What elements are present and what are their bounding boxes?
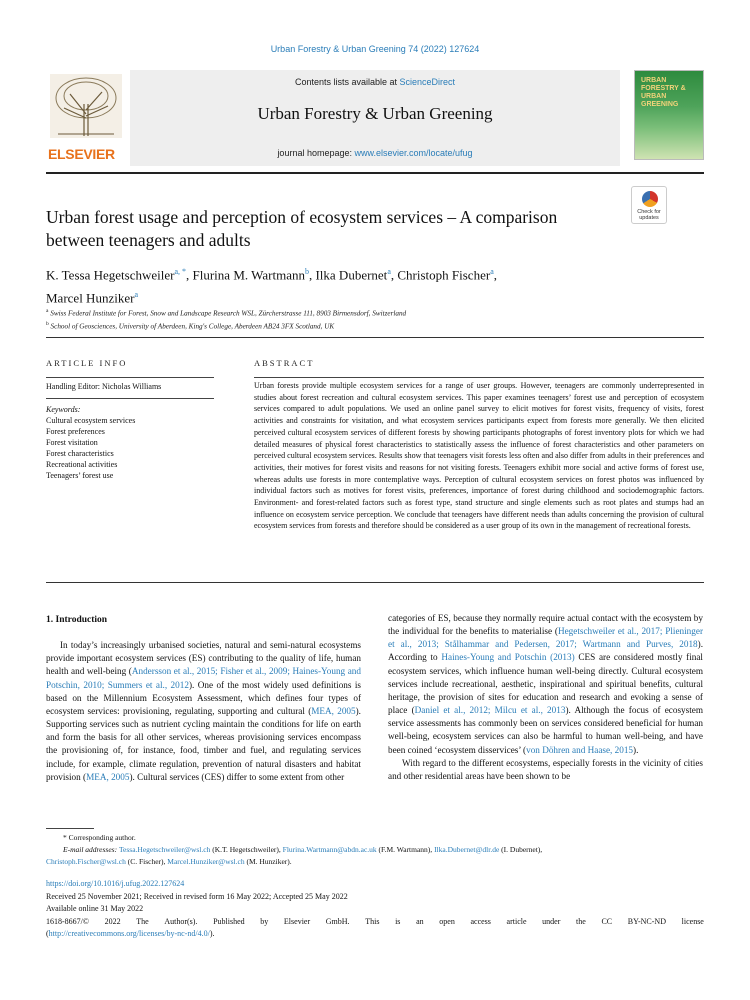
license-word: 1618-8667/© [46, 916, 89, 926]
author-affil-sup[interactable]: a, * [174, 267, 187, 276]
check-for-updates-label: Check for updates [637, 209, 661, 221]
email-link[interactable]: Christoph.Fischer@wsl.ch [46, 857, 126, 866]
author-affil-sup[interactable]: a [134, 290, 138, 300]
received-dates: Received 25 November 2021; Received in revised form 16 May 2022; Accepted 25 May 2022 [46, 891, 348, 901]
license-word: BY-NC-ND [627, 916, 666, 926]
email-addresses-continued: Christoph.Fischer@wsl.ch (C. Fischer), Marcel.Hunziker@wsl.ch (M. Hunziker). [46, 857, 292, 866]
citation-link[interactable]: Hegetschweiler et al., 2017; Plieninger et al., 2013; Stålhammar and Pedersen, 2017; Wartmann and Purves, 2018 [388, 626, 704, 650]
author-name[interactable]: Ilka Dubernet [315, 267, 388, 283]
keyword[interactable]: Teenagers’ forest use [46, 471, 114, 480]
keyword[interactable]: Forest preferences [46, 427, 105, 436]
info-divider [46, 398, 214, 399]
elsevier-wordmark: ELSEVIER [48, 146, 115, 162]
article-info-heading: ARTICLE INFO [46, 358, 128, 368]
license-word: an [416, 916, 424, 926]
author-list [46, 262, 656, 309]
citation-link[interactable]: von Döhren and Haase, 2015 [526, 744, 634, 755]
keyword[interactable]: Forest characteristics [46, 449, 114, 458]
contents-prefix: Contents lists available at [294, 77, 400, 87]
footnote [46, 832, 704, 868]
affiliation-a: $^a$ Swiss Federal Institute for Forest, Snow and Landscape Research WSL, Zürcherstrasse 111, 8903 Birmensdorf, Switzerland [46, 308, 407, 318]
homepage-line [130, 148, 620, 158]
check-for-updates-button[interactable] [631, 186, 667, 224]
license-word: GmbH. [325, 916, 350, 926]
author-name[interactable]: K. Tessa Hegetschweiler [46, 267, 175, 283]
publication-info [46, 878, 704, 941]
masthead-divider [46, 172, 704, 174]
license-word: the [576, 916, 586, 926]
author-affil-sup[interactable]: a [490, 267, 494, 276]
license-word: Elsevier [283, 916, 311, 926]
affiliation-b: $^b$ School of Geosciences, University of Aberdeen, King's College, Aberdeen AB24 3FX Scotland, UK [46, 321, 335, 331]
author-name[interactable]: Flurina M. Wartmann [192, 267, 305, 283]
email-addresses: E-mail addresses: Tessa.Hegetschweiler@wsl.ch (K.T. Hegetschweiler), Flurina.Wartmann@abdn.ac.uk (F.M. Wartmann), Ilka.Dubernet@dlr.de (I. Dubernet), [63, 845, 543, 854]
journal-cover-thumbnail[interactable] [634, 70, 704, 160]
email-link[interactable]: Flurina.Wartmann@abdn.ac.uk [282, 845, 377, 854]
email-link[interactable]: Ilka.Dubernet@dlr.de [434, 845, 500, 854]
author-sep: , [493, 267, 497, 283]
license-word: access [470, 916, 491, 926]
affiliations [46, 306, 686, 333]
citation-link[interactable]: MEA, 2005 [311, 705, 356, 716]
handling-editor: Handling Editor: Nicholas Williams [46, 382, 162, 391]
sciencedirect-link[interactable]: ScienceDirect [399, 77, 456, 87]
license-word: article [506, 916, 527, 926]
doi-link[interactable]: https://doi.org/10.1016/j.ufug.2022.127624 [46, 879, 185, 888]
abstract-heading: ABSTRACT [254, 358, 315, 368]
license-word: by [260, 916, 269, 926]
author-name[interactable]: Christoph Fischer [397, 267, 491, 283]
citation-link[interactable]: Haines-Young and Potschin (2013) [441, 652, 575, 663]
homepage-prefix: journal homepage: [277, 148, 355, 158]
license-word: Published [213, 916, 245, 926]
license-word: 2022 [104, 916, 121, 926]
paper-title: Urban forest usage and perception of ecosystem services – A comparison between teenagers and adults [46, 207, 558, 250]
license-word: open [439, 916, 455, 926]
abstract-bottom-divider [46, 582, 704, 583]
license-word: license [681, 916, 704, 926]
footnote-rule [46, 828, 94, 829]
elsevier-logo[interactable] [46, 74, 124, 162]
abstract-body: Urban forests provide multiple ecosystem services for a range of user groups. However, teenagers are commonly underrepresented in studies about forest recreation and cultural ecosystem services. This paper examines teenagers’ forest use and perception of ecosystem services compared to adult populations. We used an online panel survey to elicit motives for forest visits, frequency of visits, forest activities and constraints for visitation, and what ecosystem services participants expect from forests more generally. We then elicited perceived cultural ecosystem services of different forests by showing participants photographs of forest inventory plots for which we had detailed measures of physical forest characteristics to statistically assess the influence of forest characteristics and other parameters on perceived cultural ecosystem services. Results show that teenagers visit forests less often and also differ from adults in their preferences and activities, their motives for forest visits and reasons for not visiting forests. Teenagers exhibit more social and active forms of forest use, whereas adults use forests in more contemplative ways. Perception of cultural ecosystem services on forest photos was influenced by individual factors such as motives for forest visits, preferences, importance of forest during childhood and sociodemographic factors. Environment- and forest-related factors such as forest type, stand structure and single elements such as root plates and stumps had an influence on ecosystem service perception. We conclude that teenagers have different needs than adults concerning the provision of cultural ecosystem services from forests and therefore should be considered as a user group of its own in the management of recreational forests. [254, 381, 704, 531]
body-column-right [388, 612, 703, 783]
author-sep: , [390, 267, 398, 283]
corresponding-author-note: * Corresponding author. [63, 833, 136, 842]
author-affil-sup[interactable]: b [304, 267, 309, 276]
license-word: CC [601, 916, 613, 926]
journal-masthead [46, 70, 704, 166]
license-link-line: (http://creativecommons.org/licenses/by-nc-nd/4.0/). [46, 929, 215, 938]
cover-title: URBAN FORESTRY & URBAN GREENING [641, 77, 686, 108]
license-word: is [395, 916, 401, 926]
citation-link[interactable]: MEA, 2005 [86, 771, 130, 782]
journal-title: Urban Forestry & Urban Greening [257, 104, 493, 123]
online-date: Available online 31 May 2022 [46, 904, 144, 913]
header-divider [46, 337, 704, 338]
keyword[interactable]: Forest visitation [46, 438, 98, 447]
citation-link[interactable]: Andersson et al., 2015; Fisher et al., 2009; Haines-Young and Potschin, 2010; Summers et al., 2012 [46, 666, 361, 690]
license-word: The [136, 916, 149, 926]
section-heading-introduction: 1. Introduction [46, 615, 108, 625]
author-sep: , [308, 267, 316, 283]
abstract-divider [254, 377, 704, 378]
citation-link[interactable]: Daniel et al., 2012; Milcu et al., 2013 [414, 705, 566, 716]
intro-paragraph: In today’s increasingly urbanised societies, natural and semi-natural ecosystems provide important ecosystem services (ES) contributing to the quality of life, human health and well-being (Andersson et al., 2015; Fisher et al., 2009; Haines-Young and Potschin, 2010; Summers et al., 2012). One of the most widely used definitions is based on the Millennium Ecosystem Assessment, which defines four types of ecosystem services: provisioning, regulating, supporting and cultural (MEA, 2005). Supporting services such as nutrient cycling maintain the conditions for life on earth and form the basis for all other services, whereas provisioning services encompass the provisioning of, for instance, food, timber and fuel, and regulating services include, for example, climate regulation, prevention of natural disasters and habitat provision (MEA, 2005). Cultural services (CES) differ to some extent from other [46, 640, 362, 782]
homepage-link[interactable]: www.elsevier.com/locate/ufug [354, 148, 473, 158]
elsevier-tree-icon [50, 74, 122, 138]
author-sep: , [186, 267, 193, 283]
masthead-banner [130, 70, 620, 166]
author-affil-sup[interactable]: a [387, 267, 391, 276]
journal-citation[interactable]: Urban Forestry & Urban Greening 74 (2022) 127624 [270, 44, 480, 54]
license-word: Author(s). [164, 916, 198, 926]
intro-paragraph: With regard to the different ecosystems, especially forests in the vicinity of cities and other residential areas have been shown to be [388, 757, 703, 781]
body-column-left [46, 615, 362, 784]
license-statement [46, 916, 704, 929]
email-link[interactable]: Tessa.Hegetschweiler@wsl.ch [118, 845, 211, 854]
keywords-label: Keywords: [46, 405, 81, 414]
article-info-panel [46, 377, 214, 481]
keyword[interactable]: Cultural ecosystem services [46, 416, 136, 425]
license-word: This [365, 916, 380, 926]
email-link[interactable]: Marcel.Hunziker@wsl.ch [167, 857, 245, 866]
intro-paragraph-continued: categories of ES, because they normally require actual contact with the ecosystem by the individual for the benefits to materialise (Hegetschweiler et al., 2017; Plieninger et al., 2013; Stålhammar and Pedersen, 2017; Wartmann and Purves, 2018). According to Haines-Young and Potschin (2013) CES are considered mostly final ecosystem services, which influence human well-being directly. Cultural ecosystem services include recreational, aesthetic, inspirational and spiritual benefits, cultural heritage, the provision of sites for education and research and evoking a sense of place (Daniel et al., 2012; Milcu et al., 2013). Although the focus of ecosystem service assessments has commonly been on services considered beneficial for human well-being, ecosystem services can also be harmful to human well-being, and have been coined ‘ecosystem disservices’ (von Döhren and Haase, 2015). [388, 613, 704, 755]
license-word: under [542, 916, 561, 926]
keyword[interactable]: Recreational activities [46, 460, 118, 469]
contents-line [130, 77, 620, 87]
crossmark-icon [642, 191, 658, 207]
license-link[interactable]: http://creativecommons.org/licenses/by-nc-nd/4.0/ [48, 929, 210, 938]
author-name[interactable]: Marcel Hunziker [46, 290, 135, 306]
